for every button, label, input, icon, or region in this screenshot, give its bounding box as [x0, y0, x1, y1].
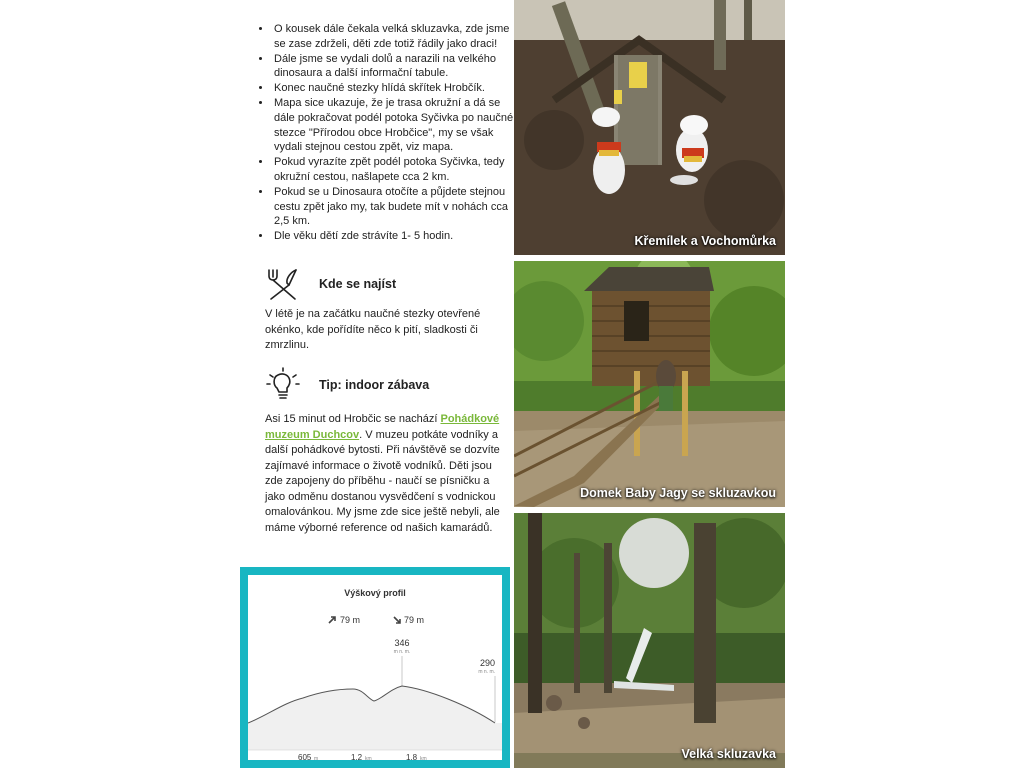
tip-paragraph	[265, 412, 505, 536]
food-section-header	[265, 266, 396, 302]
tip-section-header	[265, 367, 429, 403]
photo-gnomes	[514, 0, 785, 255]
bullet-item: • Mapa sice ukazuje, že je trasa okružní a dá se dále pokračovat podél potoka Syčivka po naučné stezce "Přírodou obce Hrobčice", my se však vydali stejnou cestou zpět, viz mapa.	[272, 96, 520, 154]
bullet-item: • O kousek dále čekala velká skluzavka, zde jsme se zase zdrželi, děti zde totiž řádily jako draci!	[272, 22, 520, 51]
food-section-title: Kde se najíst	[319, 277, 397, 291]
lightbulb-icon	[265, 367, 301, 403]
x-label-1: 605	[298, 753, 312, 760]
photo-caption: Domek Baby Jagy se skluzavkou	[580, 486, 776, 500]
photo-caption: Velká skluzavka	[681, 747, 776, 761]
x-label-2: 1,2	[351, 753, 363, 760]
tip-text-after: . V muzeu potkáte vodníky a další pohádkové bytosti. Při návštěvě se dozvíte zajímavé informace o životě vodníků. Děti jsou zde zapojeny do příběhu - naučí se písničku a jako odměnu dostanou vysvědčení s vodnickou omalovánkou. My jsme zde sice ještě nebyli, ale máme výborné reference od našich kamarádů.	[265, 428, 500, 534]
bullet-item: • Dále jsme se vydali dolů a narazili na velkého dinosaura a další informační tabule.	[272, 52, 520, 81]
photo-gnomes-image	[514, 0, 785, 255]
ascent-icon	[329, 617, 335, 623]
end-unit: m n. m.	[478, 669, 495, 675]
photo-slide	[514, 513, 785, 768]
x-label-1-unit: m	[314, 756, 319, 760]
peak-unit: m n. m.	[393, 649, 411, 655]
x-label-3: 1,8	[406, 753, 418, 760]
photo-caption: Křemílek a Vochomůrka	[634, 234, 776, 248]
page	[240, 0, 785, 768]
bullet-item: • Konec naučné stezky hlídá skřítek Hrobčík.	[272, 81, 520, 96]
text-column	[240, 0, 514, 768]
x-label-3-unit: km	[420, 756, 427, 760]
peak-value: 346	[394, 638, 410, 648]
info-bullet-list	[252, 22, 520, 244]
bullet-item: • Dle věku dětí zde strávíte 1- 5 hodin.	[272, 229, 520, 244]
photo-slide-image	[514, 513, 785, 768]
elevation-area	[248, 686, 502, 750]
x-label-2-unit: km	[365, 756, 372, 760]
elevation-profile-chart	[248, 575, 502, 760]
bullet-item: • Pokud se u Dinosaura otočíte a půjdete stejnou cestu zpět jako my, tak budete mít v nohách cca 2,5 km.	[272, 185, 520, 229]
photo-hut-image	[514, 261, 785, 507]
profile-title: Výškový profil	[344, 588, 406, 598]
descent-value: 79 m	[404, 615, 425, 625]
bullet-item: • Pokud vyrazíte zpět podél potoka Syčivka, tedy okružní cestou, našlapete cca 2 km.	[272, 155, 520, 184]
tip-section-title: Tip: indoor zábava	[319, 378, 430, 392]
fork-knife-icon	[265, 266, 301, 302]
museum-link[interactable]: Pohádkové muzeum Duchcov	[265, 413, 500, 441]
photo-hut	[514, 261, 785, 507]
end-value: 290	[479, 658, 495, 668]
elevation-profile-card	[248, 575, 502, 760]
descent-icon	[394, 617, 400, 623]
food-paragraph: V létě je na začátku naučné stezky otevřené okénko, kde pořídíte něco k pití, sladkosti či zmrzlinu.	[265, 308, 481, 351]
ascent-value: 79 m	[340, 615, 361, 625]
elevation-profile-frame	[240, 567, 510, 768]
tip-text-before: Asi 15 minut od Hrobčic se nachází	[265, 413, 441, 425]
